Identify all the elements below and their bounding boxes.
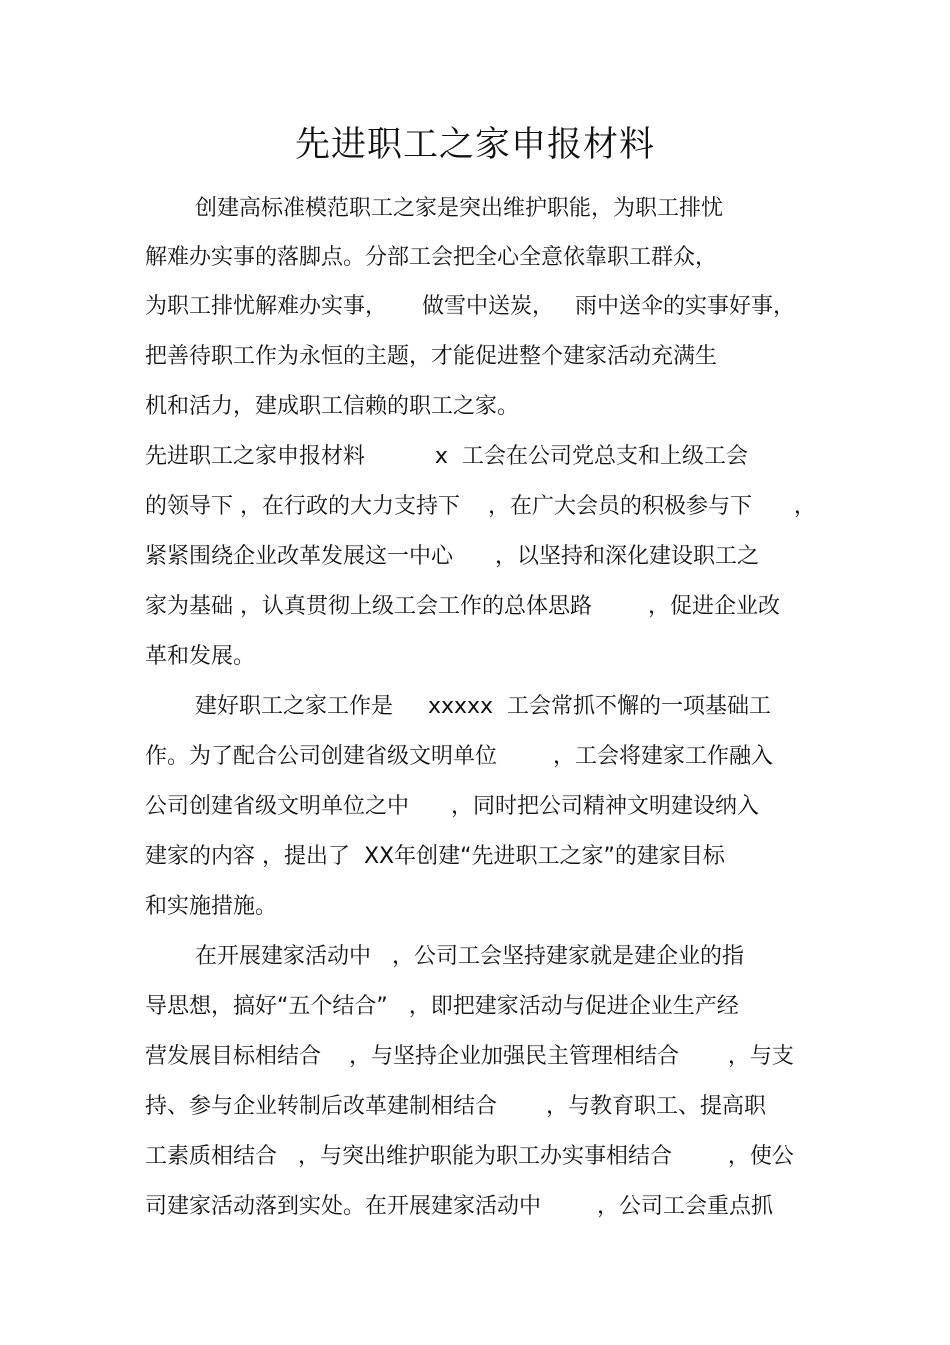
- text-line: 紧紧围绕企业改革发展这一中心 ，以坚持和深化建设职工之: [145, 544, 759, 569]
- text-line: 作。为了配合公司创建省级文明单位 ，工会将建家工作融入: [145, 744, 773, 769]
- text-line: 为职工排忧解难办实事， 做雪中送炭， 雨中送伞的实事好事，: [145, 294, 795, 319]
- text-line: 司建家活动落到实处。在开展建家活动中 ，公司工会重点抓: [145, 1194, 773, 1219]
- text-line: 革和发展。: [145, 644, 256, 669]
- text-line: 在开展建家活动中 ，公司工会坚持建家就是建企业的指: [195, 944, 744, 969]
- text-line: 建家的内容 ，提出了 XX年创建“先进职工之家”的建家目标: [145, 844, 725, 869]
- text-line: 解难办实事的落脚点。分部工会把全心全意依靠职工群众，: [145, 245, 718, 270]
- text-line: 工素质相结合 ，与突出维护职能为职工办实事相结合 ，使公: [145, 1144, 794, 1169]
- text-line: 先进职工之家申报材料 x 工会在公司党总支和上级工会: [145, 444, 748, 469]
- text-line: 公司创建省级文明单位之中 ，同时把公司精神文明建设纳入: [145, 794, 759, 819]
- text-line: 创建高标准模范职工之家是突出维护职能，为职工排忧: [195, 196, 724, 221]
- text-line: 把善待职工作为永恒的主题，才能促进整个建家活动充满生: [145, 344, 718, 369]
- document-title: 先进职工之家申报材料: [294, 125, 655, 165]
- text-line: 营发展目标相结合 ，与坚持企业加强民主管理相结合 ，与支: [145, 1044, 794, 1069]
- text-line: 持、参与企业转制后改革建制相结合 ，与教育职工、提高职: [145, 1094, 766, 1119]
- text-line: 家为基础 ，认真贯彻上级工会工作的总体思路 ，促进企业改: [145, 594, 780, 619]
- text-line: 和实施措施。: [145, 894, 278, 919]
- text-line: 建好职工之家工作是 xxxxx 工会常抓不懈的一项基础工: [195, 694, 772, 719]
- text-line: 机和活力，建成职工信赖的职工之家。: [145, 394, 520, 419]
- text-line: 的领导下 ，在行政的大力支持下 ，在广大会员的积极参与下 ，: [145, 494, 816, 519]
- text-line: 导思想，搞好“五个结合” ，即把建家活动与促进企业生产经: [145, 994, 739, 1019]
